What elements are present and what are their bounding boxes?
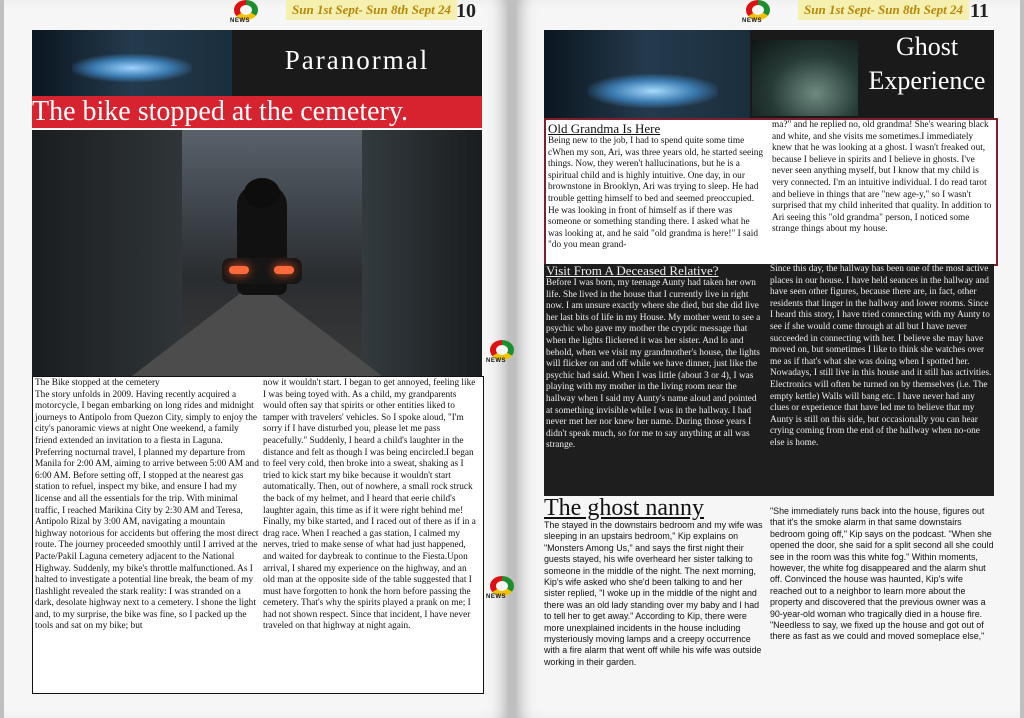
- left-page: [4, 0, 508, 718]
- story2-text-col1: Before I was born, my teenage Aunty had taken her own life. She lived in the house that I currently live in right now. I am unsure exactly where she died, but she did live her last bits of life in my House. My mother went to see a psychic who gave my mother the cryptic message that when the lights flickered it was her sister. And lo and behold, when we visit my grandmother's house, the lights will flicker on and off while we have dinner, just like the psychic had said. When I was little (about 3 or 4), I was playing with my mother in the living room near the hallway when I said my Aunty's name aloud and pointed at something invisible while I was in the hallway. I had never met her nor knew her name. During those years I didn't speak much, so for me to say anything at all was strange.: [546, 278, 761, 451]
- story2-text-col2: Since this day, the hallway has been one of the most active places in our house. I have held seances in the hallway and have seen other figures, because there are, in fact, other residents that linger in the hallway and lower rooms. Since I heard this story, I have tried connecting with my Aunty to see if she would come through at all but I have never succeeded in connecting with her. I believe she may have moved on, but sometimes I like to think she watches over me as if that's what she was doing when I spotted her. Nowadays, I still live in this house and it still has activities. Electronics will often be turned on by themselves (i.e. The empty kettle) Walls will bang etc. I have never had any clues or experience that have led me to believe that my Aunty is still on this side, but occasionally you can hear crying coming from the end of the hallway when no-one else is home.: [770, 264, 992, 448]
- logo-ring-icon: [234, 0, 258, 20]
- logo-ring-icon: [490, 576, 514, 596]
- story-column-2: [263, 378, 479, 633]
- section-title: Paranormal: [232, 38, 482, 82]
- story3-column-1: [544, 496, 764, 668]
- story1-column-2: [772, 120, 992, 236]
- news-logo: NEWS: [742, 0, 782, 28]
- page-number: 11: [970, 0, 989, 22]
- section-title-line2: Experience: [868, 66, 986, 95]
- section-banner: [32, 30, 482, 96]
- section-title-line1: Ghost: [895, 32, 959, 61]
- story-box: [32, 376, 484, 694]
- story2-column-2: [770, 264, 992, 450]
- issue-date: Sun 1st Sept- Sun 8th Sept 24: [286, 0, 457, 20]
- section-title: [860, 30, 994, 98]
- story-column-1: [35, 378, 259, 633]
- logo-text: NEWS: [230, 18, 250, 24]
- logo-ring-icon: [746, 0, 770, 20]
- section-banner: [544, 30, 994, 118]
- logo-ring-icon: [490, 340, 514, 360]
- banner-image: [32, 30, 232, 96]
- story-text-col1: The story unfolds in 2009. Having recently acquired a motorcycle, I began embarking on long rides and midnight journeys to Antipolo from Quezon City, simply to enjoy the city's panoramic views at night One weekend, a family friend extended an invitation to a fiesta in Laguna. Preferring nocturnal travel, I planned my departure from Manila for 2:00 AM, aiming to arrive between 5:00 AM and 6:00 AM. Before setting off, I stopped at the nearest gas station to refuel, inspect my bike, and ensure I had my license and all the essentials for the trip. With minimal traffic, I reached Marikina City by 2:30 AM and Teresa, Antipolo Rizal by 3:00 AM, navigating a mountain highway notorious for accidents but offering the most direct route. The journey proceeded smoothly until I arrived at the Pacte/Pakil Laguna cemetery adjacent to the National Highway. Suddenly, my bike's throttle malfunctioned. As I halted to investigate a potential line break, the beam of my flashlight revealed the stark reality: I was stranded on a dark, desolate highway next to a cemetery. I shone the light and, to my surprise, the bike was fine, so I packed up the tools and sat on my bike; but: [35, 389, 259, 632]
- motorcycle-photo: [32, 130, 482, 376]
- story1-column-1: [548, 122, 766, 252]
- news-logo: [230, 0, 270, 28]
- story-title: The Bike stopped at the cemetery: [35, 378, 160, 388]
- story2-box: [544, 264, 994, 496]
- story2-column-1: [546, 264, 764, 452]
- story3-text-col1: The stayed in the downstairs bedroom and my wife was sleeping in an upstairs bedroom," Kip explains on "Monsters Among Us," and says the first night their guests stayed, his wife overheard her sister talking to someone in the middle of the night. The next morning, Kip's wife asked who she'd been talking to and her sister replied, "I woke up in the middle of the night and there was an old lady standing over my baby and I had to tell her to get away." According to Kip, there were more unexplained incidents in the house including mysteriously moving lamps and a creepy occurrence with a fire alarm that went off while his wife was outside working in their garden.: [544, 520, 763, 667]
- story2-title: Visit From A Deceased Relative?: [546, 263, 719, 278]
- issue-date: Sun 1st Sept- Sun 8th Sept 24: [798, 0, 969, 20]
- gutter-logo-bottom: NEWS: [486, 576, 526, 604]
- gutter-logo-top: NEWS: [486, 340, 526, 368]
- story-text-col2: now it wouldn't start. I began to get annoyed, feeling like I was being toyed with. As a child, my grandparents would often say that spirits or other entities liked to tamper with travelers' vehicles. So I spoke aloud, "I'm sorry if I have disturbed you, please let me pass peacefully." Suddenly, I heard a child's laughter in the distance and felt as though I was being encircled.I began to feel very cold, then broke into a sweat, shaking as I tried to kick start my bike because it wouldn't start automatically. Then, out of nowhere, a small rock struck the back of my helmet, and I heard that eerie child's laughter again, this time as if it were right behind me! Finally, my bike started, and I raced out of there as if in a drag race. When I reached a gas station, I calmed my nerves, tried to make sense of what had just happened, and waited for daybreak to continue to the Fiesta.Upon arrival, I shared my experience on the highway, and an old man at the opposite side of the table suggested that I must have forgotten to honk the horn before passing the cemetery. That's why the spirits played a prank on me; I had not shown respect. Since that incident, I have never traveled on that highway at night again.: [263, 378, 476, 632]
- story1-title: Old Grandma Is Here: [548, 121, 661, 136]
- story1-text-col1: Being new to the job, I had to spend quite some time cWhen my son, Ari, was three years old, he started seeing things. Now, they weren't hallucinations, but he is a spiritual child and is highly intuitive. One day, in our brownstone in Brooklyn, Ari was trying to sleep. He had trouble getting himself to bed and seemed preoccupied. He was looking in front of himself as if there was someone or something standing there. I asked what he was looking at, and he said "old grandma is here!" I said "do you mean grand-: [548, 136, 764, 251]
- story3-title: The ghost nanny: [544, 495, 704, 521]
- hallway-image: [752, 40, 858, 116]
- page-number: 10: [456, 0, 476, 22]
- banner-image: [544, 30, 750, 118]
- right-page: [516, 0, 1020, 718]
- story1-text-col2: ma?" and he replied no, old grandma! She's wearing black and white, and she visits me sometimes.I immediately knew that he was looking at a ghost. I wasn't freaked out, because I believe in spirits and I believe in ghosts. I've never seen anything myself, but I know that my child is very connected. I'm an intuitive individual. I do read tarot and believe in things that are "new age-y," so I wasn't surprised that my child inherited that quality. In addition to Ari seeing this "old grandma" person, I noticed some strange things about my house.: [772, 120, 992, 235]
- story1-box: [544, 118, 998, 266]
- story3-text-col2: "She immediately runs back into the house, figures out that it's the smoke alarm in that same downstairs bedroom going off," Kip says on the podcast. "When she opened the door, she said for a split second all she could see in the room was this white fog." Within moments, however, the white fog disappeared and the alarm shut off. Convinced the house was haunted, Kip's wife reached out to a neighbor to learn more about the property and discovered that the previous owner was a 90-year-old woman who tragically died in a house fire. "Needless to say, we fixed up the house and got out of there as fast as we could and moved someplace else,": [770, 506, 994, 642]
- headline: The bike stopped at the cemetery.: [32, 96, 482, 128]
- story3-column-2: [770, 506, 994, 643]
